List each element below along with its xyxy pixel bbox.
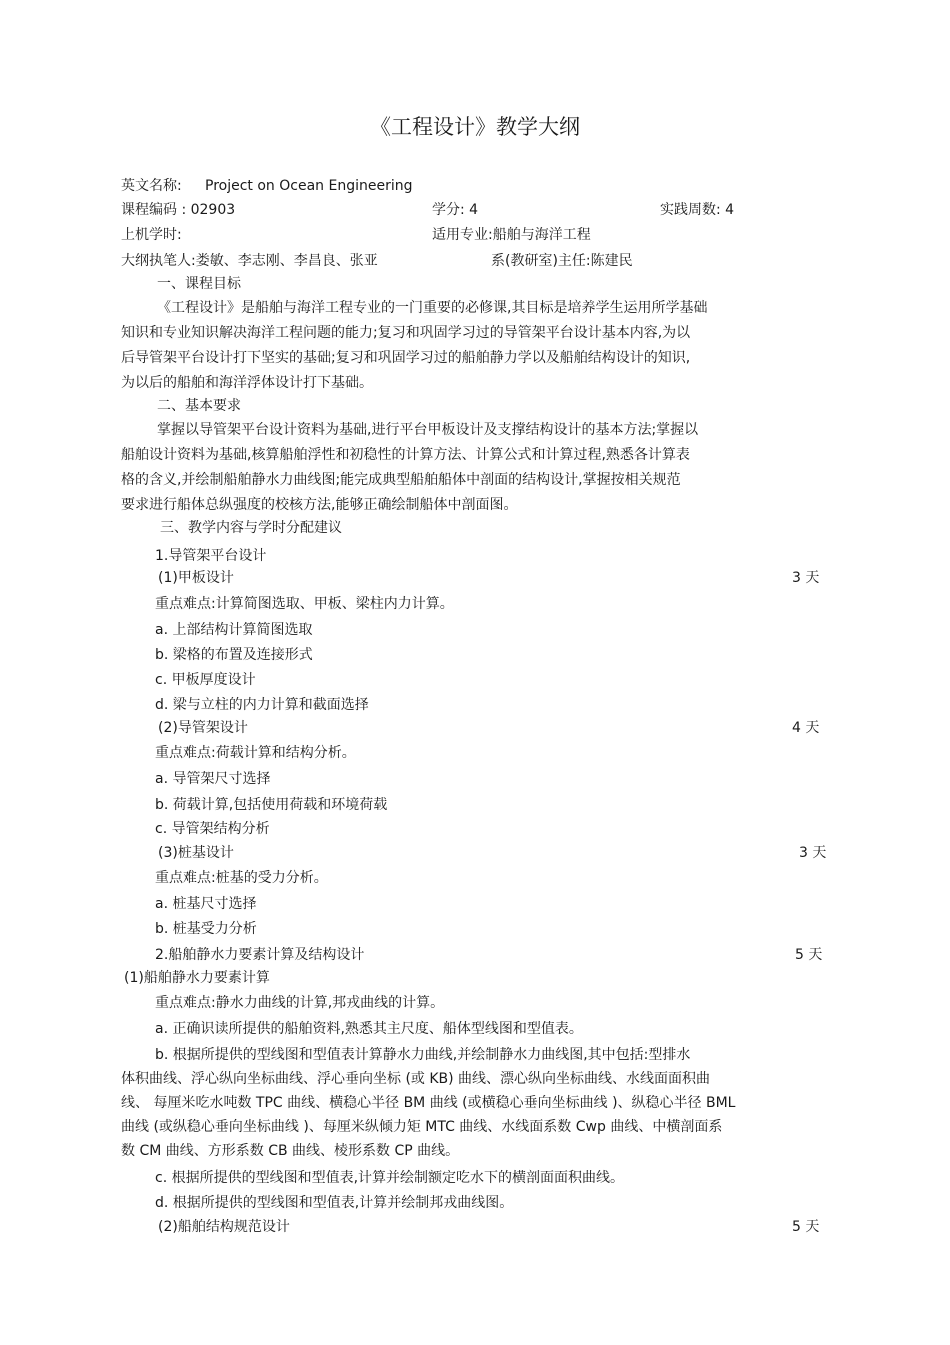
paragraph-line: 曲线 (或纵稳心垂向坐标曲线 )、每厘米纵倾力矩 MTC 曲线、水线面系数 Cwp 曲线、中横剖面系 [121, 1119, 723, 1135]
subitem-jacket-design: (2)导管架设计 [158, 720, 248, 736]
key-points-jacket: 重点难点:荷载计算和结构分析。 [155, 745, 356, 761]
credits: 学分: 4 [432, 202, 479, 218]
paragraph-line: 船舶设计资料为基础,核算船舶浮性和初稳性的计算方法、计算公式和计算过程,熟悉各计算表 [121, 447, 690, 463]
subitem-pile-days: 3 天 [799, 845, 827, 861]
paragraph-line: 线、 每厘米吃水吨数 TPC 曲线、横稳心半径 BM 曲线 (或横稳心垂向坐标曲线 )、纵稳心半径 BML [121, 1095, 736, 1111]
subitem-pile-design: (3)桩基设计 [158, 845, 234, 861]
applicable-major: 适用专业:船舶与海洋工程 [432, 227, 591, 243]
subitem-deck-days: 3 天 [792, 570, 820, 586]
section-objectives-text [121, 296, 761, 396]
key-points-hydrostatics: 重点难点:静水力曲线的计算,邦戎曲线的计算。 [155, 995, 445, 1011]
subitem-hydrostatic-calc: (1)船舶静水力要素计算 [124, 970, 270, 986]
paragraph-line: 知识和专业知识解决海洋工程问题的能力;复习和巩固学习过的导管架平台设计基本内容,为以 [121, 325, 691, 341]
paragraph-line: b. 根据所提供的型线图和型值表计算静水力曲线,并绘制静水力曲线图,其中包括:型排水 [155, 1047, 691, 1063]
list-item: c. 导管架结构分析 [155, 821, 270, 837]
list-item: b. 荷载计算,包括使用荷载和环境荷载 [155, 797, 388, 813]
list-item-b-paragraph [121, 1043, 821, 1163]
list-item: a. 导管架尺寸选择 [155, 771, 271, 787]
paragraph-line: 数 CM 曲线、方形系数 CB 曲线、棱形系数 CP 曲线。 [121, 1143, 460, 1159]
department-head: 系(教研室)主任:陈建民 [491, 253, 633, 269]
section-requirements-text [121, 418, 761, 518]
paragraph-line: 掌握以导管架平台设计资料为基础,进行平台甲板设计及支撑结构设计的基本方法;掌握以 [157, 422, 699, 438]
list-item: a. 桩基尺寸选择 [155, 896, 257, 912]
key-points-pile: 重点难点:桩基的受力分析。 [155, 870, 328, 886]
paragraph-line: 为以后的船舶和海洋浮体设计打下基础。 [121, 375, 373, 391]
paragraph-line: 后导管架平台设计打下坚实的基础;复习和巩固学习过的船舶静力学以及船舶结构设计的知识, [121, 350, 691, 366]
section-heading-requirements: 二、基本要求 [157, 398, 241, 414]
list-item: a. 上部结构计算简图选取 [155, 622, 313, 638]
item-1-jacket-platform: 1.导管架平台设计 [155, 548, 267, 564]
computer-hours: 上机学时: [121, 227, 182, 243]
list-item: c. 根据所提供的型线图和型值表,计算并绘制额定吃水下的横剖面面积曲线。 [155, 1170, 625, 1186]
subitem-structure-design: (2)船舶结构规范设计 [158, 1219, 290, 1235]
list-item: b. 梁格的布置及连接形式 [155, 647, 313, 663]
authors: 大纲执笔人:娄敏、李志刚、李昌良、张亚 [121, 253, 378, 269]
paragraph-line: 体积曲线、浮心纵向坐标曲线、浮心垂向坐标 (或 KB) 曲线、漂心纵向坐标曲线、水线面面积曲 [121, 1071, 711, 1087]
list-item: d. 梁与立柱的内力计算和截面选择 [155, 697, 369, 713]
paragraph-line: 格的含义,并绘制船舶静水力曲线图;能完成典型船舶船体中剖面的结构设计,掌握按相关规范 [121, 472, 681, 488]
list-item: a. 正确识读所提供的船舶资料,熟悉其主尺度、船体型线图和型值表。 [155, 1021, 583, 1037]
document-title: 《工程设计》教学大纲 [370, 115, 580, 139]
subitem-structure-days: 5 天 [792, 1219, 820, 1235]
english-name-label: 英文名称: [121, 178, 182, 194]
list-item: d. 根据所提供的型线图和型值表,计算并绘制邦戎曲线图。 [155, 1195, 514, 1211]
english-name: Project on Ocean Engineering [205, 178, 413, 194]
section-heading-content: 三、教学内容与学时分配建议 [160, 520, 342, 536]
item-2-days: 5 天 [795, 947, 823, 963]
key-points-deck: 重点难点:计算简图选取、甲板、梁柱内力计算。 [155, 596, 454, 612]
list-item: c. 甲板厚度设计 [155, 672, 256, 688]
practice-weeks: 实践周数: 4 [660, 202, 735, 218]
paragraph-line: 《工程设计》是船舶与海洋工程专业的一门重要的必修课,其目标是培养学生运用所学基础 [157, 300, 708, 316]
item-2-ship-hydrostatics: 2.船舶静水力要素计算及结构设计 [155, 947, 365, 963]
paragraph-line: 要求进行船体总纵强度的校核方法,能够正确绘制船体中剖面图。 [121, 497, 518, 513]
subitem-jacket-days: 4 天 [792, 720, 820, 736]
subitem-deck-design: (1)甲板设计 [158, 570, 234, 586]
list-item: b. 桩基受力分析 [155, 921, 257, 937]
section-heading-objectives: 一、课程目标 [157, 276, 241, 292]
course-code: 课程编码 : 02903 [121, 202, 236, 218]
